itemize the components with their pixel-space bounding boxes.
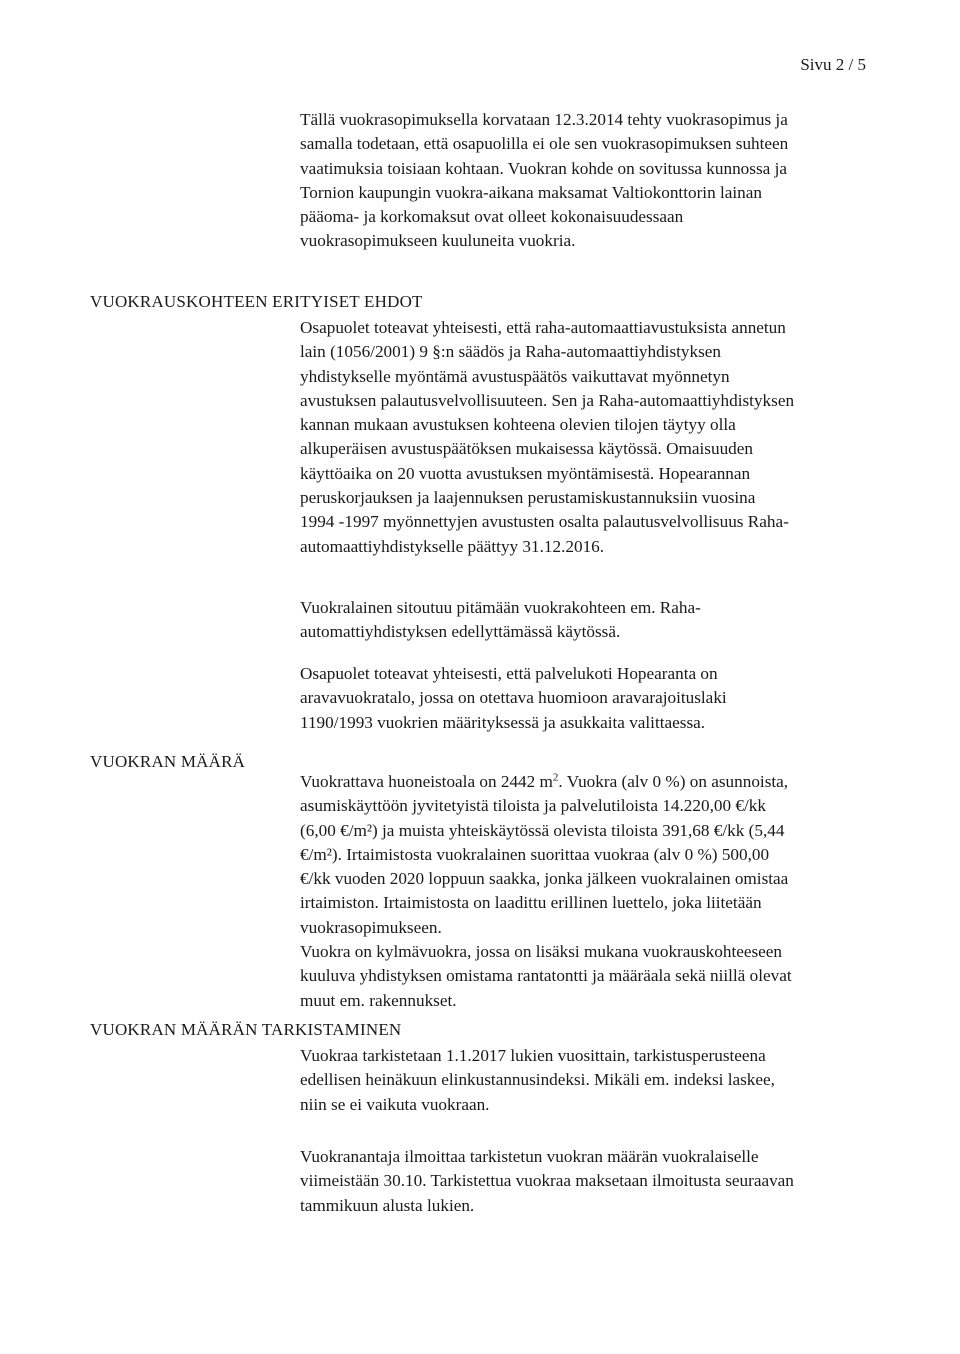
superscript: 2 (552, 771, 559, 784)
text-line: irtaimiston. Irtaimistosta on laadittu erillinen luettelo, joka liitetään (300, 893, 762, 913)
text-line: vuokrasopimukseen kuuluneita vuokria. (300, 231, 576, 251)
text-line: automattiyhdistyksen edellyttämässä käytössä. (300, 622, 621, 642)
special-terms-paragraph-3 (300, 662, 875, 735)
text-line: vuokrasopimukseen. (300, 917, 442, 937)
text-line: vaatimuksia toisiaan kohtaan. Vuokran kohde on sovitussa kunnossa ja (300, 158, 787, 178)
text-line: Tornion kaupungin vuokra-aikana maksamat Valtiokonttorin lainan (300, 182, 762, 202)
text-line: €/m²). Irtaimistosta vuokralainen suorittaa vuokraa (alv 0 %) 500,00 (300, 844, 770, 864)
section-heading-special-terms: VUOKRAUSKOHTEEN ERITYISET EHDOT (90, 292, 423, 311)
section-heading-rent-amount: VUOKRAN MÄÄRÄ (90, 752, 246, 771)
text-line: muut em. rakennukset. (300, 990, 457, 1010)
text-line: Vuokranantaja ilmoittaa tarkistetun vuokran määrän vuokralaiselle (300, 1147, 759, 1166)
rent-review-paragraph-1 (300, 1044, 875, 1117)
text-line: avustuksen palautusvelvollisuuteen. Sen ja Raha-automaattiyhdistyksen (300, 390, 795, 410)
rent-review-paragraph-2 (300, 1145, 875, 1218)
text-line: edellisen heinäkuun elinkustannusindeksi. Mikäli em. indeksi laskee, (300, 1070, 775, 1090)
text-line: lain (1056/2001) 9 §:n säädös ja Raha-automaattiyhdistyksen (300, 342, 722, 362)
text-line: Osapuolet toteavat yhteisesti, että palvelukoti Hopearanta on (300, 664, 718, 683)
text-line: 1994 -1997 myönnettyjen avustusten osalta palautusvelvollisuus Raha- (300, 512, 789, 532)
text-line: (6,00 €/m²) ja muista yhteiskäytössä olevista tiloista 391,68 €/kk (5,44 (300, 820, 785, 840)
text-line: kannan mukaan avustuksen kohteena olevien tilojen täytyy olla (300, 415, 736, 435)
intro-paragraph (300, 108, 875, 254)
text-line: €/kk vuoden 2020 loppuun saakka, jonka jälkeen vuokralainen omistaa (300, 869, 789, 889)
text-line: käyttöaika on 20 vuotta avustuksen myöntämisestä. Hopearannan (300, 463, 751, 483)
text-line: niin se ei vaikuta vuokraan. (300, 1094, 490, 1114)
text-line: automaattiyhdistykselle päättyy 31.12.2016. (300, 536, 605, 556)
area-text: Vuokrattava huoneistoala on 2442 m (300, 772, 553, 791)
text-line: alkuperäisen avustuspäätöksen mukaisessa käytössä. Omaisuuden (300, 439, 753, 459)
text-line: peruskorjauksen ja laajennuksen perustamiskustannuksiin vuosina (300, 488, 756, 508)
text-line: asumiskäyttöön jyvitetyistä tiloista ja palvelutiloista 14.220,00 €/kk (300, 796, 766, 816)
section-heading-rent-review: VUOKRAN MÄÄRÄN TARKISTAMINEN (90, 1020, 402, 1039)
text-line: yhdistykselle myöntämä avustuspäätös vaikuttavat myönnetyn (300, 366, 730, 386)
text-line: kuuluva yhdistyksen omistama rantatontti ja määräala sekä niillä olevat (300, 966, 792, 986)
text-line: viimeistään 30.10. Tarkistettua vuokraa maksetaan ilmoitusta seuraavan (300, 1171, 794, 1191)
rent-text: . Vuokra (alv 0 %) on asunnoista, (558, 772, 789, 791)
text-line: Vuokralainen sitoutuu pitämään vuokrakohteen em. Raha- (300, 598, 701, 617)
text-line: Osapuolet toteavat yhteisesti, että raha-automaattiavustuksista annetun (300, 318, 786, 337)
text-line (300, 770, 875, 794)
text-line: aravavuokratalo, jossa on otettava huomioon aravarajoituslaki (300, 688, 727, 708)
text-line: Tällä vuokrasopimuksella korvataan 12.3.2014 tehty vuokrasopimus ja (300, 110, 788, 129)
text-line: Vuokraa tarkistetaan 1.1.2017 lukien vuosittain, tarkistusperusteena (300, 1046, 766, 1065)
page-number: Sivu 2 / 5 (800, 55, 866, 74)
special-terms-paragraph-2 (300, 596, 875, 645)
text-line: tammikuun alusta lukien. (300, 1195, 475, 1215)
special-terms-paragraph-1 (300, 316, 875, 559)
rent-amount-paragraph (300, 770, 875, 1013)
text-line: pääoma- ja korkomaksut ovat olleet kokonaisuudessaan (300, 207, 684, 227)
text-line: 1190/1993 vuokrien määrityksessä ja asukkaita valittaessa. (300, 712, 706, 732)
text-line: samalla todetaan, että osapuolilla ei ole sen vuokrasopimuksen suhteen (300, 134, 789, 154)
text-line: Vuokra on kylmävuokra, jossa on lisäksi mukana vuokrauskohteeseen (300, 942, 783, 962)
